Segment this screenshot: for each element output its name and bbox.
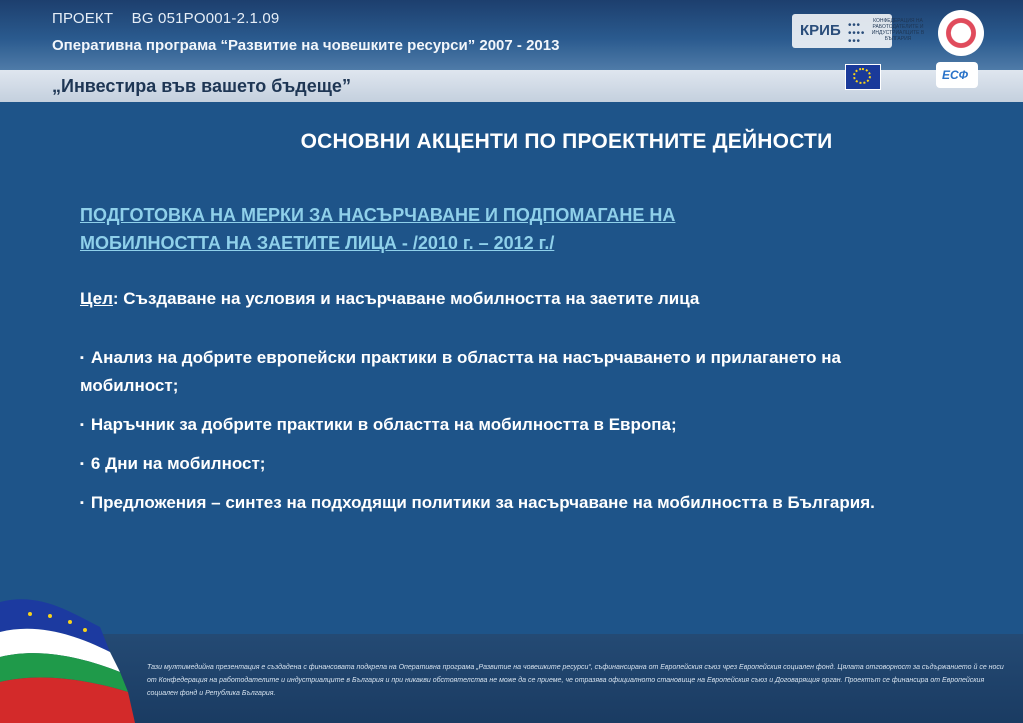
confederation-logo-text: КОНФЕДЕРАЦИЯ НА РАБОТОДАТЕЛИТЕ И ИНДУСТРИАЛЦИТЕ В БЪЛГАРИЯ [871, 18, 925, 42]
list-item [80, 489, 900, 517]
goal-statement [80, 289, 699, 309]
list-item-text: Наръчник за добрите практики в областта на мобилността в Европа; [90, 415, 677, 434]
activity-list [80, 344, 900, 528]
activity-subtitle: ПОДГОТОВКА НА МЕРКИ ЗА НАСЪРЧАВАНЕ И ПОДПОМАГАНЕ НА МОБИЛНОСТТА НА ЗАЕТИТЕ ЛИЦА - /2010 г. – 2012 г./ [80, 205, 676, 253]
esf-logo [936, 62, 978, 88]
project-label: ПРОЕКТ [52, 10, 114, 27]
emblem-icon [938, 10, 984, 56]
esf-logo-text: ЕСФ [942, 68, 969, 82]
list-item [80, 344, 900, 400]
goal-text: : Създаване на условия и насърчаване мобилността на заетите лица [112, 289, 700, 308]
list-item [80, 450, 900, 478]
dots-icon: • • • • • • • • • • [848, 20, 864, 47]
bullet-icon: ▪ [80, 352, 84, 364]
krib-logo-text: КРИБ [800, 22, 841, 39]
goal-label: Цел [80, 289, 113, 308]
program-title: Оперативна програма “Развитие на човешките ресурси” 2007 - 2013 [52, 37, 560, 54]
list-item [80, 411, 900, 439]
list-item-text: 6 Дни на мобилност; [90, 454, 266, 473]
bullet-icon: ▪ [80, 458, 84, 470]
list-item-text: Предложения – синтез на подходящи политики за насърчаване на мобилността в България. [90, 493, 875, 512]
eu-flag-icon [845, 64, 881, 90]
bullet-icon: ▪ [80, 497, 84, 509]
flag-decoration-icon [0, 592, 145, 723]
disclaimer-text: Тази мултимедийна презентация е създадена с финансовата подкрепа на Оперативна програма „Развитие на човешките ресурси“, съфинансирана от Европейския съюз чрез Европейския социален фонд. Цялата отговорност за съдържанието й се носи от Конфедерация на работодателите и индустриалците в България и при никакви обстоятелства не може да се приеме, че отразява официалното становище на Европейския съюз и Договарящия орган. Проектът се финансира от Европейския социален фонд и Република България. [147, 664, 1004, 697]
project-line [52, 10, 279, 27]
bullet-icon: ▪ [80, 419, 84, 431]
project-code: BG 051PO001-2.1.09 [131, 10, 280, 27]
list-item-text: Анализ на добрите европейски практики в областта на насърчаването и прилагането на мобилност; [80, 348, 841, 395]
tagline: „Инвестира във вашето бъдеще” [52, 76, 351, 96]
slide-title: ОСНОВНИ АКЦЕНТИ ПО ПРОЕКТНИТЕ ДЕЙНОСТИ [300, 130, 833, 153]
